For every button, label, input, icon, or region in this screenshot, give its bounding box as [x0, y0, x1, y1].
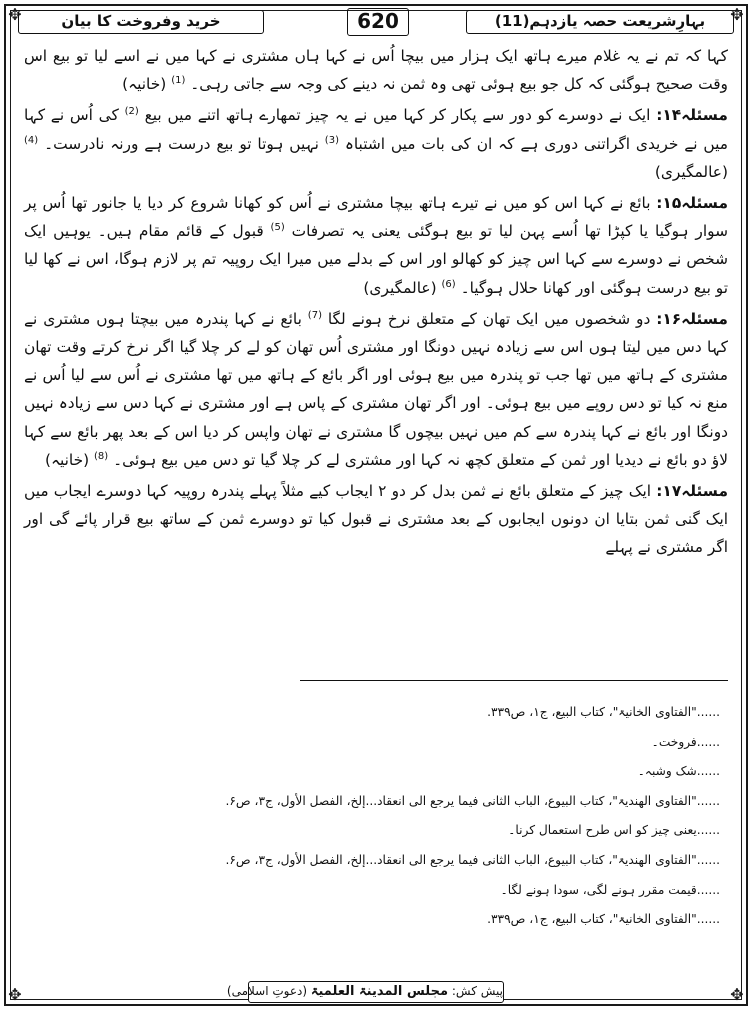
footnote-ref: (4): [24, 134, 39, 146]
footnote-ref: (7): [307, 309, 322, 321]
footnote-item: ......قیمت مقرر ہونے لگی، سودا ہونے لگا۔: [500, 882, 720, 897]
masala-heading: مسئلہ۱۶:: [656, 309, 728, 328]
paragraph-text: قبول کے قائم مقام ہیں۔ یوہیں ایک شخص نے دوسرے سے کہا اس چیز کو کھالو اور اس کے بدلے میں میرا ایک روپیہ تم پر لازم ہوگا، اس نے کھا لیا تو بیع درست ہوگئی اور کھانا حلال ہوگیا۔: [24, 222, 729, 297]
footnote-item: ......یعنی چیز کو اس طرح استعمال کرنا۔: [508, 823, 720, 838]
paragraph-text: کی اُس نے کہا میں نے خریدی اگراتنی دوری ہے کہ ان کی بات میں اشتباہ: [24, 106, 728, 153]
paragraph-text: بائع نے کہا اس کو میں نے تیرے ہاتھ بیچا مشتری نے اُس کو کھانا شروع کر دیا یا جانور تھا اُس پر سوار ہوگیا یا کپڑا تھا اُسے پہن لیا تو بیع ہوگئی یعنی یہ تصرفات: [24, 194, 728, 241]
masala-heading: مسئلہ۱۵:: [656, 194, 728, 213]
footnote-ref: (3): [324, 134, 339, 146]
corner-ornament-icon: ✥: [730, 985, 744, 1004]
masala-heading: مسئلہ۱۴:: [656, 106, 728, 125]
source-citation: (عالمگیری): [363, 278, 437, 297]
masala-17: [24, 477, 728, 562]
corner-ornament-icon: ✥: [8, 5, 22, 24]
footnote-divider: [300, 680, 728, 681]
footnote-item: ......"الفتاوی الخانیۃ"، کتاب البیع، ج۱، ص۳۳۹.: [487, 705, 720, 719]
paragraph-text: دو شخصوں میں ایک تھان کے متعلق نرخ ہونے لگا: [327, 309, 651, 328]
paragraph-text: ایک چیز کے متعلق بائع نے ثمن بدل کر دو ۲ ایجاب کیے مثلاً پہلے پندرہ روپیہ کہا دوسرے ایجاب میں ایک گنی ثمن بتایا ان دونوں ایجابوں کے بعد مشتری نے قبول کیا تو دوسرے ثمن کے ساتھ بیع قرار پائے گی اور اگر مشتری نے پہلے: [24, 482, 728, 557]
paragraph-text: ایک نے دوسرے کو دور سے پکار کر کہا میں نے یہ چیز تمھارے ہاتھ اتنے میں بیع: [144, 106, 651, 125]
masala-heading: مسئلہ۱۷:: [656, 482, 728, 501]
paragraph-text: نہیں ہوتا تو بیع درست ہے ورنہ نادرست۔: [44, 134, 319, 153]
corner-ornament-icon: ✥: [730, 5, 744, 24]
page-header: [18, 8, 734, 38]
source-citation: (خانیہ): [122, 75, 167, 94]
footnote-ref: (2): [124, 106, 139, 118]
page-number: 620: [347, 8, 409, 36]
footnote-item: ......"الفتاوی الخانیۃ"، کتاب البیع، ج۱، ص۳۳۹.: [487, 912, 720, 927]
masala-15: [24, 189, 728, 302]
footnote-ref: (5): [270, 222, 285, 234]
page-footer: [226, 981, 504, 1003]
paragraph-text: بائع نے کہا پندرہ میں بیچتا ہوں مشتری نے کہا دس میں لیتا ہوں اس سے زیادہ نہیں دونگا اور مشتری اُس تھان کو لے کر چلا گیا اگر نرخ کرتے وقت تھان مشتری کے ہاتھ میں تھا جب تو پندرہ میں بیع ہوئی اور اگر بائع کے ہاتھ میں تھا مشتری نے اُس سے لیا اُس نے منع نہ کیا تو دس روپے میں بیع ہوئی۔ اور اگر تھان مشتری کے پاس ہے اور مشتری نے کہا دس سے زیادہ نہیں دونگا اور بائع نے کہا پندرہ سے کم میں نہیں بیچوں گا مشتری نے تھان واپس کر دیا اس کے بعد پھر بائع سے کہا لاؤ دو بائع نے دیدیا اور ثمن کے متعلق کچھ نہ کہا اور مشتری لے کر چلا گیا تو دس میں بیع ہوئی۔: [24, 309, 728, 469]
paragraph: [24, 42, 728, 98]
footnote-item: ......شک وشبہ۔: [637, 764, 720, 779]
chapter-title: خرید وفروخت کا بیان: [18, 10, 264, 34]
source-citation: (خانیہ): [44, 450, 90, 469]
footnote-ref: (8): [94, 450, 109, 462]
footnote-ref: (1): [171, 75, 186, 87]
footnote-item: ......"الفتاوی الھندیۃ"، کتاب البیوع، الباب الثانی فیما یرجع الی انعقاد...إلخ، الفصل الأول، ج۳، ص۶.: [225, 852, 720, 867]
main-text: [24, 42, 728, 565]
masala-14: [24, 101, 728, 186]
footer-prefix: پیش کش:: [451, 984, 503, 998]
publisher-org: (دعوتِ اسلامی): [226, 984, 308, 998]
footnote-item: ......فروخت۔: [651, 734, 720, 749]
footnotes: [30, 698, 720, 935]
source-citation: (عالمگیری): [654, 162, 728, 181]
publisher-name: مجلس المدینۃ العلمیۃ: [310, 984, 449, 999]
masala-16: [24, 305, 728, 474]
corner-ornament-icon: ✥: [8, 985, 22, 1004]
paragraph-text: کہا کہ تم نے یہ غلام میرے ہاتھ ایک ہزار میں بیچا اُس نے کہا ہاں مشتری نے کہا میں نے اسے لیا تو بیع اس وقت صحیح ہوگئی کہ کل جو بیع ہوئی تھی وہ ثمن نہ دینے کی وجہ سے جاتی رہی۔: [24, 47, 728, 94]
footnote-item: ......"الفتاوی الھندیۃ"، کتاب البیوع، الباب الثانی فیما یرجع الی انعقاد...إلخ، الفصل الأول، ج۳، ص۶.: [225, 793, 720, 808]
book-title: بہارِشریعت حصہ یازدہم(11): [466, 10, 734, 34]
footnote-ref: (6): [441, 278, 456, 290]
